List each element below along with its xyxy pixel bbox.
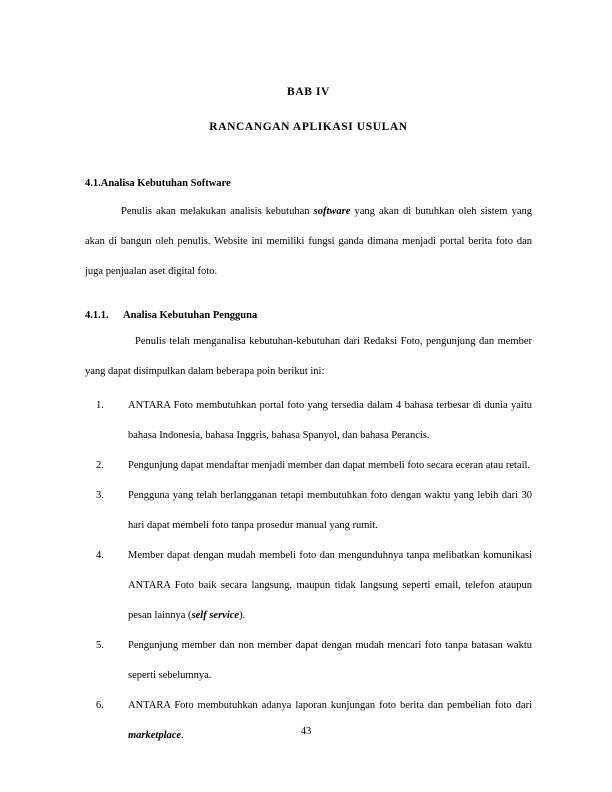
list-item (85, 391, 532, 451)
list-marker: 2. (96, 460, 104, 471)
list-item-text-part-1: Member dapat dengan mudah membeli foto dan mengunduhnya tanpa melibatkan komunikasi ANTARA Foto baik secara langsung, maupun tidak langsung seperti email, telefon ataupun pesan lainnya ( (128, 550, 532, 621)
subsection-heading-4-1-1 (85, 309, 532, 323)
chapter-title: RANCANGAN APLIKASI USULAN (209, 121, 408, 133)
section-4-1-1-paragraph: Penulis telah menganalisa kebutuhan-kebutuhan dari Redaksi Foto, pengunjung dan member yang dapat disimpulkan dalam beberapa poin berikut ini: (85, 336, 532, 377)
list-item-emphasis-marketplace: marketplace (128, 730, 182, 741)
paragraph-text-part-2: yang akan di butuhkan oleh sistem yang akan di bangun oleh penulis. Website ini memiliki fungsi ganda dimana menjadi portal berita foto dan juga penjualan aset digital foto. (85, 206, 532, 277)
subsection-heading-label: Analisa Kebutuhan Pengguna (123, 310, 258, 321)
list-marker: 6. (96, 700, 104, 711)
section-heading-4-1: 4.1.Analisa Kebutuhan Software (85, 178, 231, 189)
list-item-text (128, 691, 532, 751)
list-item-emphasis-self-service: self service (191, 610, 240, 621)
list-item (85, 481, 532, 541)
list-item-text-part-1: ANTARA Foto membutuhkan adanya laporan kunjungan foto berita dan pembelian foto dari (128, 700, 532, 711)
subsection-number: 4.1.1. (85, 310, 109, 321)
list-marker: 4. (96, 550, 104, 561)
paragraph-text-part-1: Penulis akan melakukan analisis kebutuhan (121, 206, 314, 217)
list-item-text-part-2: . (181, 730, 184, 741)
paragraph-emphasis-software: software (313, 206, 351, 217)
list-item-text: Pengguna yang telah berlangganan tetapi membutuhkan foto dengan waktu yang lebih dari 30 hari dapat membeli foto tanpa prosedur manual yang rumit. (128, 490, 532, 531)
list-item (85, 541, 532, 631)
page-content (85, 80, 532, 751)
list-item-text-part-2: ). (239, 610, 246, 621)
requirements-list (85, 391, 532, 751)
list-item (85, 631, 532, 691)
list-item-text: Pengunjung member dan non member dapat dengan mudah mencari foto tanpa batasan waktu seperti sebelumnya. (128, 640, 532, 681)
list-item-text (128, 541, 532, 631)
chapter-label: BAB IV (287, 86, 330, 98)
list-item-text: ANTARA Foto membutuhkan portal foto yang tersedia dalam 4 bahasa terbesar di dunia yaitu bahasa Indonesia, bahasa Inggris, bahasa Spanyol, dan bahasa Perancis. (128, 400, 532, 441)
page-number: 43 (300, 726, 312, 737)
list-item (85, 451, 532, 481)
list-marker: 3. (96, 490, 104, 501)
list-item-text: Pengunjung dapat mendaftar menjadi member dan dapat membeli foto secara eceran atau retail. (128, 460, 531, 471)
list-item (85, 691, 532, 751)
list-marker: 5. (96, 640, 104, 651)
section-4-1-paragraph (85, 197, 532, 287)
list-marker: 1. (96, 400, 104, 411)
